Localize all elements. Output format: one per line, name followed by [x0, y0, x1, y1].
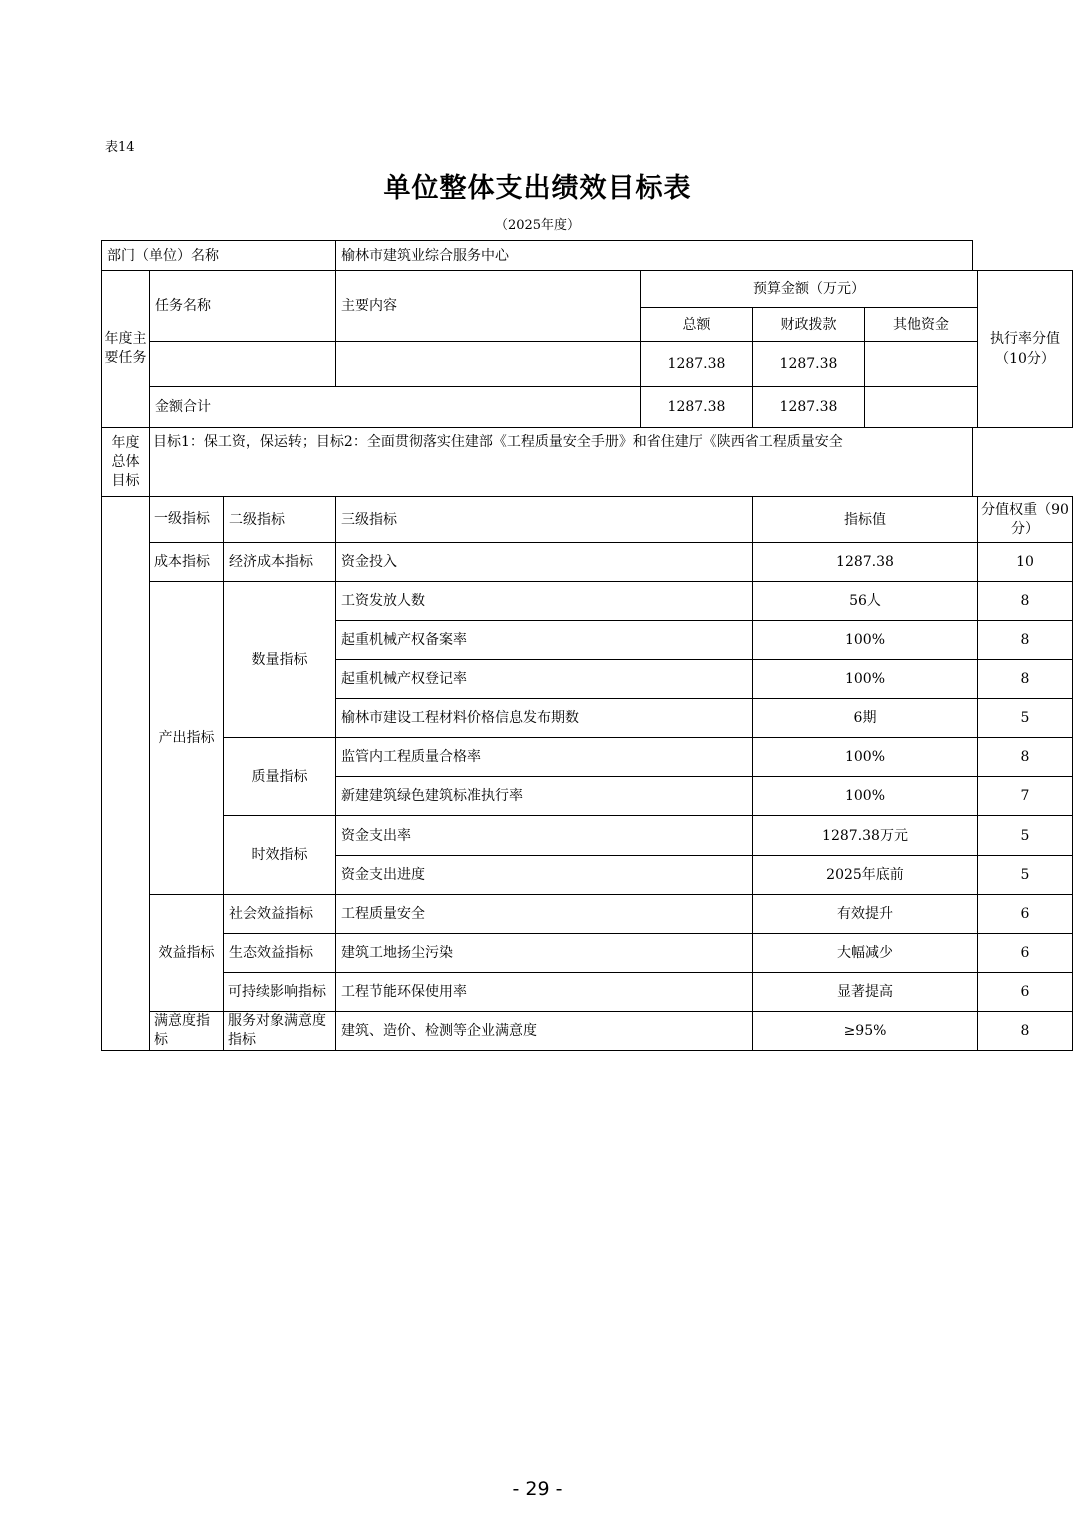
indicator-row-name: 资金投入: [335, 542, 753, 582]
task-name-cell: [149, 341, 336, 387]
level1-header: 一级指标: [149, 496, 224, 543]
indicator-row-name: 资金支出进度: [335, 855, 753, 895]
indicator-row-weight: 8: [977, 737, 1073, 777]
indicator-row-weight: 6: [977, 972, 1073, 1012]
year-subtitle: （2025年度）: [494, 218, 581, 233]
indicator-row-value: 大幅减少: [752, 933, 978, 973]
unit-name-label: 部门（单位）名称: [101, 240, 336, 271]
unit-name-value: 榆林市建筑业综合服务中心: [335, 240, 973, 271]
amount-sum-label: 金额合计: [149, 386, 641, 428]
indicator-row-value: 100%: [752, 776, 978, 816]
page-title: 单位整体支出绩效目标表: [383, 173, 692, 204]
cost-indicator-l1: 成本指标: [149, 542, 224, 582]
satisfaction-indicator-l1: 满意度指标: [149, 1011, 224, 1051]
execution-rate-header: 执行率分值（10分）: [977, 270, 1073, 428]
output-indicator-l1: 产出指标: [149, 581, 224, 895]
table-number: 表14: [105, 140, 135, 155]
task-name-header: 任务名称: [149, 270, 336, 342]
indicator-row-value: ≥95%: [752, 1011, 978, 1051]
indicator-row-name: 起重机械产权登记率: [335, 659, 753, 699]
indicator-row-name: 监管内工程质量合格率: [335, 737, 753, 777]
indicator-row-value: 100%: [752, 737, 978, 777]
indicator-row-value: 100%: [752, 620, 978, 660]
level2-header: 二级指标: [223, 496, 336, 543]
indicator-row-value: 显著提高: [752, 972, 978, 1012]
indicator-row-weight: 5: [977, 855, 1073, 895]
indicator-row-weight: 7: [977, 776, 1073, 816]
quantity-l2: 数量指标: [223, 581, 336, 738]
indicator-row-name: 资金支出率: [335, 815, 753, 856]
indicators-blank-column: [101, 496, 150, 1051]
task-content-cell: [335, 341, 641, 387]
indicator-row-weight: 6: [977, 933, 1073, 973]
eco-benefit-l2: 生态效益指标: [223, 933, 336, 973]
task-other-cell: [864, 341, 978, 387]
indicator-row-name: 起重机械产权备案率: [335, 620, 753, 660]
main-content-header: 主要内容: [335, 270, 641, 342]
indicator-row-name: 建筑、造价、检测等企业满意度: [335, 1011, 753, 1051]
sum-fiscal-cell: 1287.38: [752, 386, 865, 428]
benefit-indicator-l1: 效益指标: [149, 894, 224, 1012]
budget-amount-header: 预算金额（万元）: [640, 270, 978, 308]
indicator-row-name: 工程节能环保使用率: [335, 972, 753, 1012]
service-satisfaction-l2: 服务对象满意度指标: [223, 1011, 336, 1051]
fiscal-allocation-header: 财政拨款: [752, 307, 865, 342]
indicator-row-weight: 6: [977, 894, 1073, 934]
level3-header: 三级指标: [335, 496, 753, 543]
sum-other-cell: [864, 386, 978, 428]
weight-header: 分值权重（90分）: [977, 496, 1073, 543]
indicator-row-weight: 5: [977, 815, 1073, 856]
indicator-row-value: 56人: [752, 581, 978, 621]
indicator-row-name: 工程质量安全: [335, 894, 753, 934]
indicator-row-name: 榆林市建设工程材料价格信息发布期数: [335, 698, 753, 738]
timeliness-l2: 时效指标: [223, 815, 336, 895]
indicator-row-weight: 8: [977, 620, 1073, 660]
indicator-row-weight: 8: [977, 1011, 1073, 1051]
page-number: - 29 -: [512, 1478, 563, 1500]
social-benefit-l2: 社会效益指标: [223, 894, 336, 934]
indicator-row-value: 1287.38: [752, 542, 978, 582]
indicator-row-value: 有效提升: [752, 894, 978, 934]
quality-l2: 质量指标: [223, 737, 336, 816]
indicator-row-weight: 5: [977, 698, 1073, 738]
task-total-cell: 1287.38: [640, 341, 753, 387]
annual-goals-text: 目标1：保工资，保运转；目标2：全面贯彻落实住建部《工程质量安全手册》和省住建厅《陕西省工程质量安全: [149, 427, 973, 497]
sum-total-cell: 1287.38: [640, 386, 753, 428]
indicator-row-value: 100%: [752, 659, 978, 699]
economic-cost-l2: 经济成本指标: [223, 542, 336, 582]
other-funds-header: 其他资金: [864, 307, 978, 342]
annual-tasks-label: 年度主要任务: [101, 270, 150, 428]
indicator-row-value: 2025年底前: [752, 855, 978, 895]
indicator-row-weight: 8: [977, 659, 1073, 699]
task-fiscal-cell: 1287.38: [752, 341, 865, 387]
performance-target-table: [101, 240, 1069, 1051]
sustainable-impact-l2: 可持续影响指标: [223, 972, 336, 1012]
indicator-row-name: 新建建筑绿色建筑标准执行率: [335, 776, 753, 816]
indicator-row-weight: 10: [977, 542, 1073, 582]
indicator-row-value: 1287.38万元: [752, 815, 978, 856]
indicator-row-weight: 8: [977, 581, 1073, 621]
annual-goals-label: 年度总体目标: [101, 427, 150, 497]
indicator-row-value: 6期: [752, 698, 978, 738]
budget-total-header: 总额: [640, 307, 753, 342]
indicator-row-name: 工资发放人数: [335, 581, 753, 621]
indicator-row-name: 建筑工地扬尘污染: [335, 933, 753, 973]
indicator-value-header: 指标值: [752, 496, 978, 543]
